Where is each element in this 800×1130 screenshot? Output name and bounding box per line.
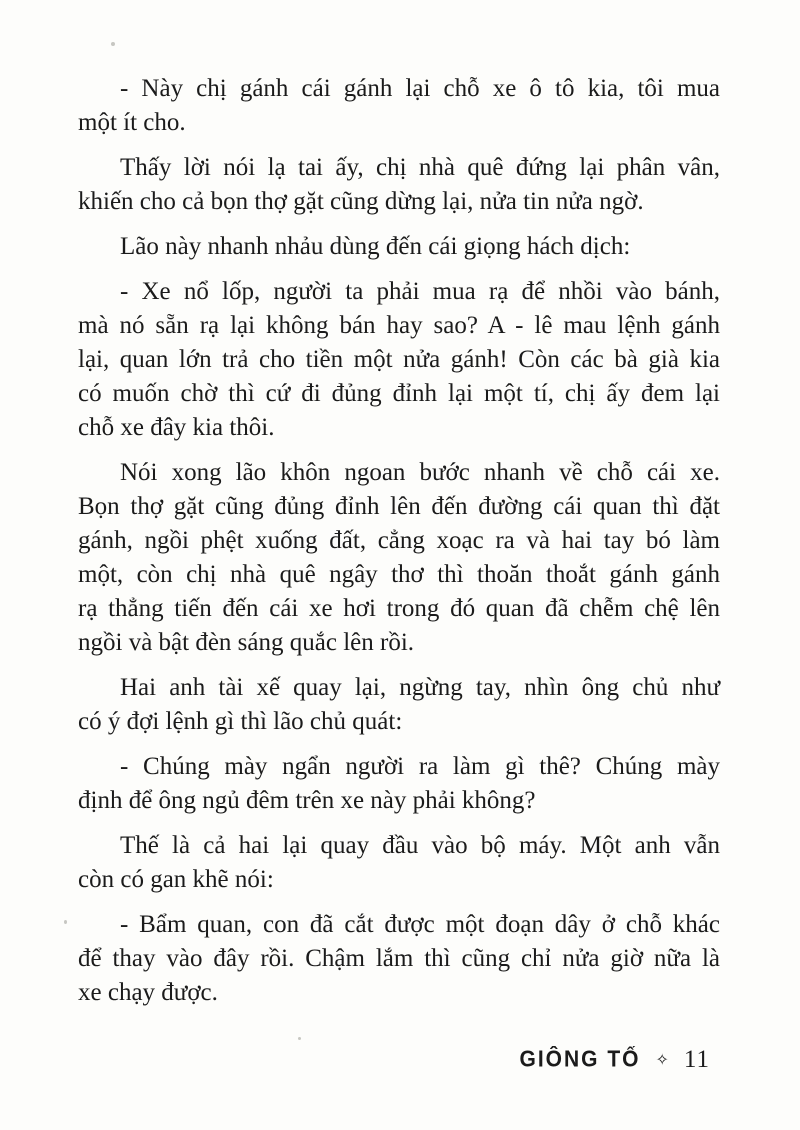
text-line: Nói xong lão khôn ngoan bước nhanh về chỗ cái xe.: [120, 459, 720, 486]
text-line: gánh, ngồi phệt xuống đất, cẳng xoạc ra và hai tay bó làm: [78, 527, 720, 554]
paragraph: [78, 275, 720, 445]
paragraph: [78, 829, 720, 897]
paragraph: [78, 151, 720, 219]
text-line: - Bẩm quan, con đã cắt được một đoạn dây ở chỗ khác: [120, 911, 720, 938]
text-line: rạ thẳng tiến đến cái xe hơi trong đó quan đã chễm chệ lên: [78, 595, 720, 622]
text-line: ngồi và bật đèn sáng quắc lên rồi.: [78, 629, 415, 656]
text-line: để thay vào đây rồi. Chậm lắm thì cũng chỉ nửa giờ nữa là: [78, 945, 720, 972]
text-line: có ý đợi lệnh gì thì lão chủ quát:: [78, 708, 403, 735]
page-footer: [0, 1046, 710, 1074]
text-line: một, còn chị nhà quê ngây thơ thì thoăn thoắt gánh gánh: [78, 561, 720, 588]
text-line: - Chúng mày ngẩn người ra làm gì thê? Chúng mày: [120, 753, 720, 780]
text-line: - Xe nổ lốp, người ta phải mua rạ để nhồi vào bánh,: [120, 278, 720, 305]
paragraph: [78, 908, 720, 1010]
text-line: - Này chị gánh cái gánh lại chỗ xe ô tô kia, tôi mua: [120, 75, 720, 102]
scan-speck: [64, 920, 67, 924]
paragraph: [78, 72, 720, 140]
scan-speck: [298, 1037, 301, 1040]
text-line: còn có gan khẽ nói:: [78, 866, 274, 893]
paragraph: [78, 750, 720, 818]
text-line: Thế là cả hai lại quay đầu vào bộ máy. Một anh vẫn: [120, 832, 720, 859]
text-line: Hai anh tài xế quay lại, ngừng tay, nhìn ông chủ như: [120, 674, 720, 701]
paragraph: [78, 671, 720, 739]
text-line: xe chạy được.: [78, 979, 218, 1006]
page-text: [78, 72, 720, 1021]
text-line: lại, quan lớn trả cho tiền một nửa gánh! Còn các bà già kia: [78, 346, 720, 373]
text-line: một ít cho.: [78, 109, 186, 136]
paragraph: [78, 456, 720, 660]
text-line: Thấy lời nói lạ tai ấy, chị nhà quê đứng lại phân vân,: [120, 154, 720, 181]
text-line: chỗ xe đây kia thôi.: [78, 414, 275, 441]
scan-speck: [111, 42, 115, 46]
text-line: định để ông ngủ đêm trên xe này phải không?: [78, 787, 536, 814]
text-line: khiến cho cả bọn thợ gặt cũng dừng lại, nửa tin nửa ngờ.: [78, 188, 644, 215]
text-line: có muốn chờ thì cứ đi đủng đỉnh lại một tí, chị ấy đem lại: [78, 380, 720, 407]
text-line: mà nó sẵn rạ lại không bán hay sao? A - lê mau lệnh gánh: [78, 312, 720, 339]
text-line: Bọn thợ gặt cũng đủng đỉnh lên đến đường cái quan thì đặt: [78, 493, 720, 520]
diamond-separator-icon: ✧: [655, 1052, 669, 1069]
text-line: Lão này nhanh nhảu dùng đến cái giọng hách dịch:: [120, 233, 631, 260]
book-title: GIÔNG TỐ: [519, 1047, 641, 1072]
paragraph: [78, 230, 720, 264]
page-number: 11: [683, 1046, 710, 1073]
